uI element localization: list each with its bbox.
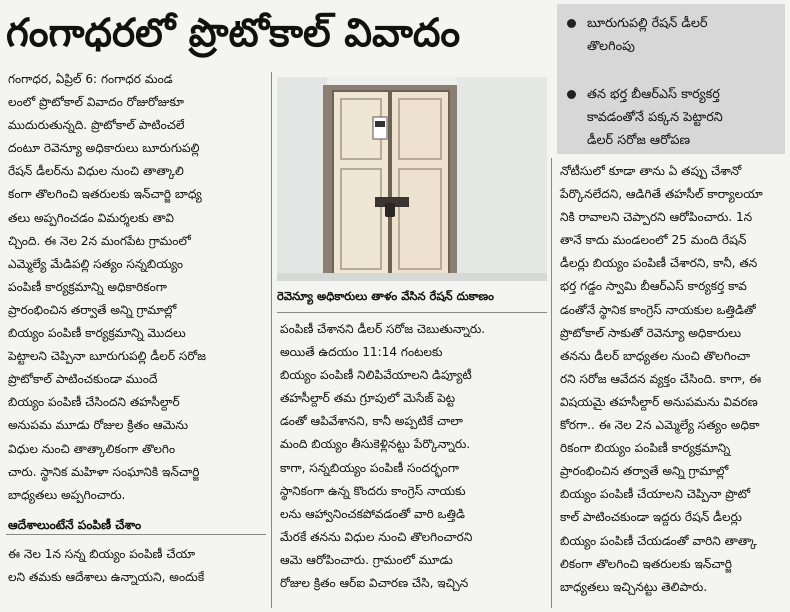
text-line: బాధ్యతలు ఇచ్చినట్టు తెలిపారు. — [560, 579, 708, 594]
highlight-line: కావడంతోనే పక్కన పెట్టారని — [587, 110, 723, 125]
text-line: ప్రొటోకాల్ పాటించకుండా ముందే — [8, 372, 158, 387]
text-line: ఎమ్మెల్యే మేడిపల్లి సత్యం సన్నబియ్యం — [8, 256, 184, 271]
text-line: విధుల నుంచి తాత్కాలికంగా తొలగిం — [8, 441, 176, 456]
section-subhead: ఆదేశాలుంటేనే పంపిణీ చేశాం — [8, 517, 142, 532]
text-line: లంలో ప్రొటోకాల్ వివాదం రోజురోజుకూ — [8, 95, 184, 110]
text-line: పంపిణీ చేశానని డీలర్ సరోజ చెబుతున్నారు. — [280, 322, 486, 336]
text-line: స్థానికంగా ఉన్న కొందరు కాంగ్రెస్ నాయకు — [280, 483, 466, 498]
text-line: రని సరోజ ఆవేదన వ్యక్తం చేసింది. కాగా, ఈ — [560, 371, 762, 386]
text-line: బియ్యం పంపిణీ చేసిందని తహసీల్దార్ — [8, 395, 180, 410]
text-line: ముదురుతున్నది. ప్రొటోకాల్ పాటించలే — [8, 118, 185, 133]
text-line: డంతో ఆపివేశానని, కానీ అప్పటికే చాలా — [280, 414, 463, 429]
text-line: లను ఆహ్వానించకపోవడంతో వారి ఒత్తిడి — [280, 506, 465, 521]
text-line: నోటీసులో కూడా తాను ఏ తప్పు చేశానో — [560, 164, 742, 178]
text-line: డంతోనే స్థానిక కాంగ్రెస్ నాయకుల ఒత్తిడితో — [560, 302, 756, 317]
text-line: తహసీల్దార్ తమ గ్రూపులో మెసేజ్ పెట్ట — [280, 391, 456, 406]
bullet-icon — [567, 19, 576, 28]
text-line: గంగాధర, ఏప్రిల్ 6: గంగాధర మండ — [8, 72, 173, 86]
highlight-line: బూరుగుపల్లి రేషన్ డీలర్ — [587, 16, 708, 31]
text-line: పేర్కొనలేదని, ఆడిగితే తహసీల్ కార్యాలయా — [560, 187, 763, 202]
text-line: మంది బియ్యం తీసుకెళ్లినట్టు పేర్కొన్నారు. — [280, 437, 471, 452]
text-line: ఆమె ఆరోపించారు. గ్రామంలో మూడు — [280, 552, 453, 567]
text-line: భర్త గడ్డం స్వామి బీఆర్ఎస్ కార్యకర్త కావ — [560, 279, 747, 294]
text-line: రేషన్ డీలర్‌ను విధుల నుంచి తాత్కాలి — [8, 164, 184, 179]
text-line: మేరకే తనను విధుల నుంచి తొలగించారని — [280, 529, 473, 544]
shop-door-photo — [277, 77, 547, 281]
text-line: నికి రావాలని చెప్పారని ఆరోపించారు. 1న — [560, 210, 753, 225]
text-line: బియ్యం పంపిణీ కార్యక్రమాన్ని మొదలు — [8, 326, 186, 341]
text-line: కాగా, సన్నబియ్యం పంపిణీ సందర్భంగా — [280, 460, 460, 475]
text-line: అయితే ఉదయం 11:14 గంటలకు — [280, 345, 443, 360]
column-1 — [8, 68, 268, 589]
door-illustration — [277, 77, 547, 281]
text-line: రికంగా బియ్యం పంపిణీ కార్యక్రమాన్ని — [560, 441, 731, 456]
text-line: లని తమకు ఆదేశాలు ఉన్నాయని, అందుకే — [8, 569, 205, 584]
highlight-line: డీలర్ సరోజ ఆరోపణ — [587, 133, 691, 148]
text-line: ప్రొటోకాల్ సాకుతో రెవెన్యూ అధికారులు — [560, 325, 742, 340]
text-line: కోరగా.. ఈ నెల 2న ఎమ్మెల్యే సత్యం అధికా — [560, 418, 760, 433]
text-line: అనుపమ మూడు రోజుల క్రితం ఆమెను — [8, 418, 189, 433]
text-line: తలు అప్పగించడం విమర్శలకు తావి — [8, 210, 174, 225]
text-line: తానే కాదు మండలంలో 25 మంది రేషన్ — [560, 233, 747, 248]
text-line: బియ్యం పంపిణీ చేయడంతో వారిని తాత్కా — [560, 533, 757, 548]
text-line: కాల్ పాటించకుండా ఇద్దరు రేషన్ డీలర్లు — [560, 510, 742, 525]
photo-caption: రెవెన్యూ అధికారులు తాళం వేసిన రేషన్ దుకాణం — [277, 289, 495, 303]
text-line: చ్చింది. ఈ నెల 2న మంగపేట గ్రామంలో — [8, 233, 191, 248]
text-line: బాధ్యతలు అప్పగించారు. — [8, 487, 126, 502]
column-3 — [560, 160, 788, 599]
highlight-line: తొలగింపు — [587, 39, 635, 54]
bullet-icon — [567, 90, 576, 99]
text-line: చారు. స్థానిక మహిళా సంఘానికి ఇన్‌చార్జి — [8, 464, 200, 479]
text-line: ప్రారంభించిన తర్వాతే అన్ని గ్రామాల్లో — [8, 302, 177, 317]
text-line: కంగా తొలగించి ఇతరులకు ఇన్‌చార్జి బాధ్య — [8, 187, 202, 202]
text-line: రోజుల క్రితం ఆర్‌ఐ విచారణ చేసి, ఇచ్చిన — [280, 576, 469, 591]
text-line: లికంగా తొలగించి ఇతరులకు ఇన్‌చార్జి — [560, 556, 732, 571]
caption-divider — [277, 312, 547, 313]
text-line: ప్రారంభించిన తర్వాతే అన్ని గ్రామాల్లో — [560, 464, 729, 479]
highlight-line: తన భర్త బీఆర్ఎస్ కార్యకర్త — [587, 87, 720, 102]
text-line: విషయమై తహసీల్దార్ అనుపమను వివరణ — [560, 394, 758, 409]
text-line: దంటూ రెవెన్యూ అధికారులు బూరుగుపల్లి — [8, 141, 200, 156]
text-line: డీలర్లు బియ్యం పంపిణీ చేశారని, కానీ, తన — [560, 256, 758, 271]
text-line: పెట్టాలని చెప్పినా బూరుగుపల్లి డీలర్ సరోజ — [8, 349, 206, 364]
column-2 — [280, 318, 548, 595]
text-line: తనను డీలర్ బాధ్యతల నుంచి తొలగించా — [560, 348, 751, 363]
text-line: బియ్యం పంపిణీ నిలిపివేయాలని డిప్యూటీ — [280, 368, 472, 383]
column-divider — [551, 158, 552, 608]
text-line: ఈ నెల 1న సన్న బియ్యం పంపిణీ చేయా — [8, 546, 195, 561]
text-line: బియ్యం పంపిణీ చేయాలని చెప్పినా ప్రొటో — [560, 487, 751, 502]
headline: గంగాధరలో ప్రొటోకాల్ వివాదం — [6, 11, 461, 56]
text-line: పంపిణీ కార్యక్రమాన్ని అధికారికంగా — [8, 279, 167, 294]
column-divider — [271, 72, 272, 608]
highlights-box — [557, 4, 785, 154]
